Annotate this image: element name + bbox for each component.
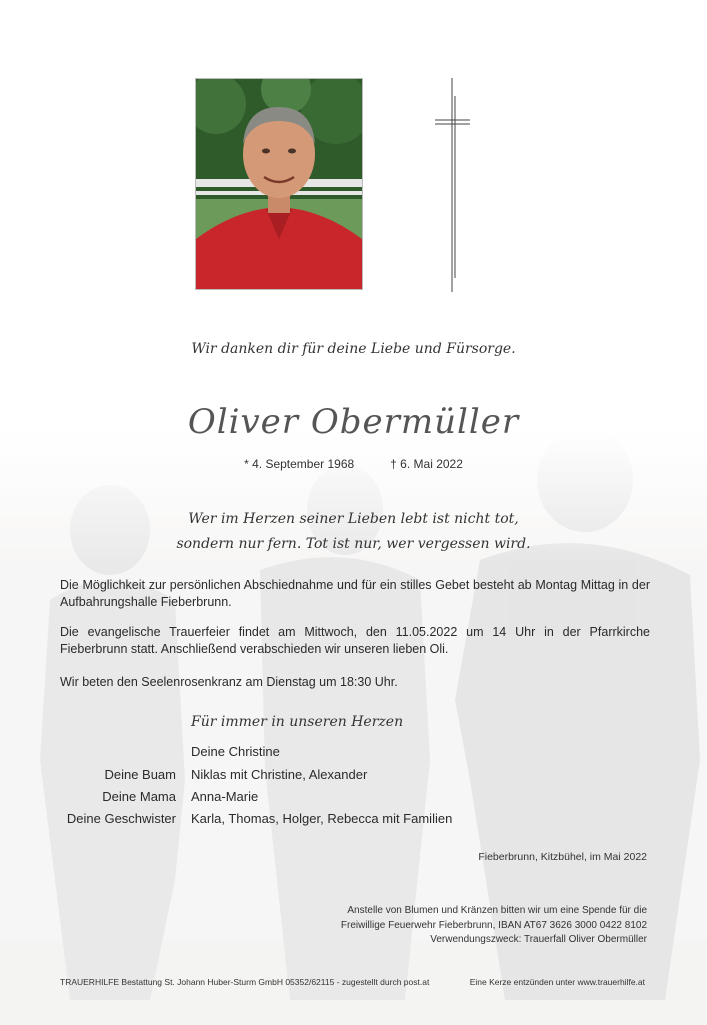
mourner-names: Anna-Marie (191, 789, 259, 804)
mourner-label: Deine Mama (102, 789, 176, 804)
quote-line: Wer im Herzen seiner Lieben lebt ist nicht tot, (188, 511, 519, 527)
place-date: Fieberbrunn, Kitzbühel, im Mai 2022 (478, 851, 647, 863)
life-dates (0, 457, 707, 471)
mourner-label: Deine Geschwister (66, 811, 176, 826)
death-date: † 6. Mai 2022 (390, 457, 463, 471)
mourner-names: Niklas mit Christine, Alexander (191, 767, 368, 782)
cross-icon (432, 78, 472, 292)
birth-date: * 4. September 1968 (244, 457, 355, 471)
footer-undertaker: TRAUERHILFE Bestattung St. Johann Huber-Sturm GmbH 05352/62115 - zugestellt durch post.at (60, 977, 430, 987)
deceased-name: Oliver Obermüller (187, 402, 520, 442)
service-paragraph: Die evangelische Trauerfeier findet am Mittwoch, den 11.05.2022 um 14 Uhr in der Pfarrkirche Fieberbrunn statt. Anschließend verabschieden wir unseren lieben Oli. (60, 625, 650, 656)
donation-line: Freiwillige Feuerwehr Fieberbrunn, IBAN AT67 3626 3000 0422 8102 (340, 919, 647, 931)
farewell-paragraph: Die Möglichkeit zur persönlichen Abschiednahme und für ein stilles Gebet besteht ab Montag Mittag in der Aufbahrungshalle Fieberbrunn. (60, 578, 650, 609)
mourner-names: Karla, Thomas, Holger, Rebecca mit Familien (191, 811, 453, 826)
mourner-label: Deine Buam (104, 767, 176, 782)
donation-line: Anstelle von Blumen und Kränzen bitten wir um eine Spende für die (347, 905, 647, 916)
donation-line: Verwendungszweck: Trauerfall Oliver Obermüller (430, 934, 647, 945)
mourners-heading: Für immer in unseren Herzen (191, 714, 404, 730)
mourner-names: Deine Christine (191, 744, 280, 759)
thanks-line: Wir danken dir für deine Liebe und Fürsorge. (191, 341, 516, 357)
memorial-quote (0, 507, 707, 557)
donation-notice (341, 904, 647, 948)
footer-candle-link[interactable]: Eine Kerze entzünden unter www.trauerhilfe.at (469, 977, 645, 987)
quote-line: sondern nur fern. Tot ist nur, wer vergessen wird. (176, 536, 531, 552)
portrait-photo (195, 78, 363, 290)
rosary-paragraph: Wir beten den Seelenrosenkranz am Dienstag um 18:30 Uhr. (60, 675, 398, 689)
